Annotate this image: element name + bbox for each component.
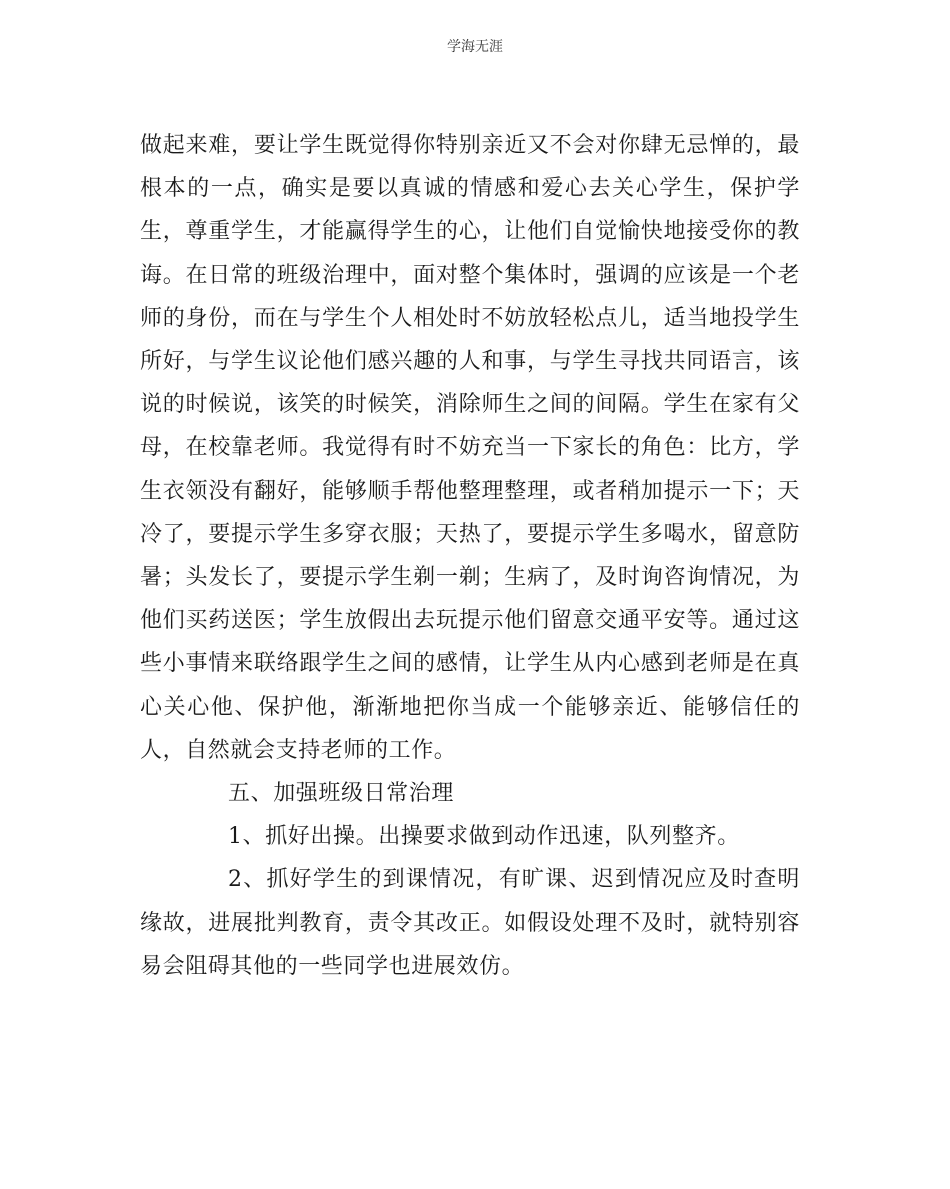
paragraph-item-1: 1、抓好出操。出操要求做到动作迅速，队列整齐。 — [228, 824, 740, 850]
paragraph-class-care: 做起来难，要让学生既觉得你特别亲近又不会对你肆无忌惮的，最根本的一点，确实是要以真诚的情感和爱心去关心学生，保护学生，尊重学生，才能赢得学生的心，让他们自觉愉快地接受你的教诲。在日常的班级治理中，面对整个集体时，强调的应该是一个老师的身份，而在与学生个人相处时不妨放轻松点儿，适当地投学生所好，与学生议论他们感兴趣的人和事，与学生寻找共同语言，该说的时候说，该笑的时候笑，消除师生之间的间隔。学生在家有父母，在校靠老师。我觉得有时不妨充当一下家长的角色：比方，学生衣领没有翻好，能够顺手帮他整理整理，或者稍加提示一下；天冷了，要提示学生多穿衣服；天热了，要提示学生多喝水，留意防暑；头发长了，要提示学生剃一剃；生病了，及时询咨询情况，为他们买药送医；学生放假出去玩提示他们留意交通平安等。通过这些小事情来联络跟学生之间的感情，让学生从内心感到老师是在真心关心他、保护他，渐渐地把你当成一个能够亲近、能够信任的人，自然就会支持老师的工作。 — [140, 133, 800, 763]
section-heading-daily-management: 五、加强班级日常治理 — [228, 781, 455, 807]
paragraph-item-2: 2、抓好学生的到课情况，有旷课、迟到情况应及时查明缘故，进展批判教育，责令其改正。如假设处理不及时，就特别容易会阻碍其他的一些同学也进展效仿。 — [140, 867, 800, 979]
page-header: 学海无涯 — [447, 39, 503, 55]
document-body — [140, 124, 800, 988]
